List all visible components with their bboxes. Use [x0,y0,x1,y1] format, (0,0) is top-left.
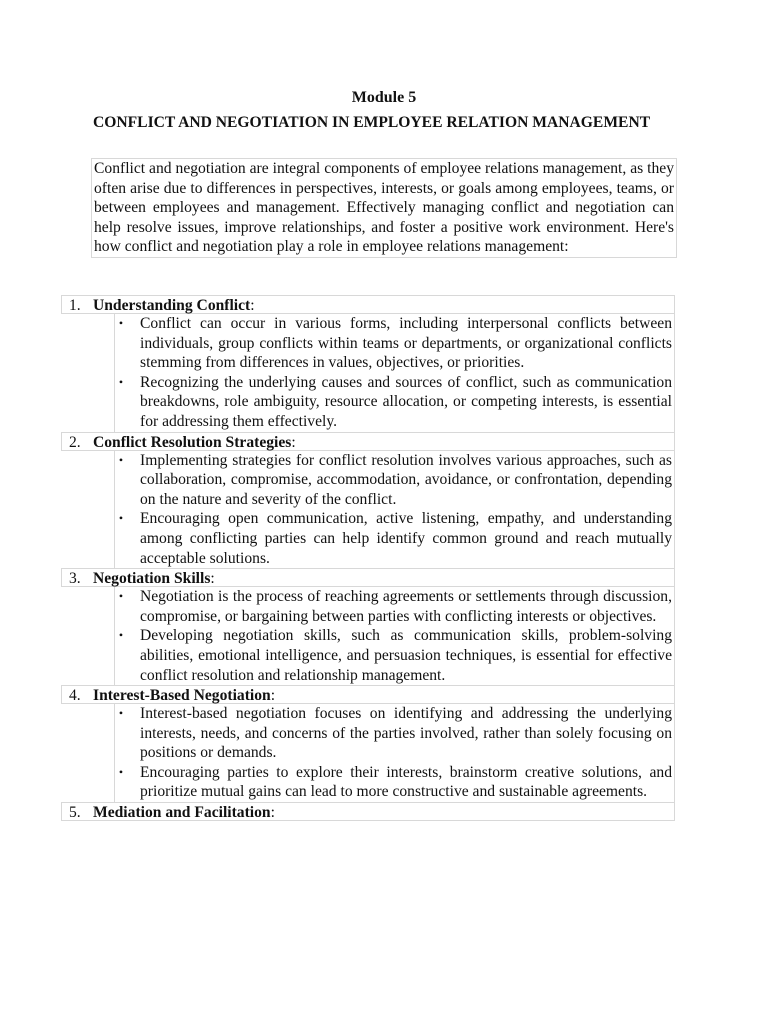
bullet-item [115,704,674,763]
sections-list [61,295,675,821]
bullet-text: Developing negotiation skills, such as communication skills, problem-solving abilities, emotional intelligence, and persuasion techniques, is essential for effective conflict resolution and relationship management. [140,627,672,684]
module-title: Module 5 [351,89,417,106]
bullet-icon: • [118,316,124,330]
intro-paragraph: Conflict and negotiation are integral components of employee relations management, as they often arise due to differences in perspectives, interests, or goals among employees, teams, or between employees and management. Effectively managing conflict and negotiation can help resolve issues, improve relationships, and foster a positive work environment. Here's how conflict and negotiation play a role in employee relations management: [91,158,677,258]
section-number: 3. [69,570,81,588]
bullet-item [115,451,674,510]
document-heading: CONFLICT AND NEGOTIATION IN EMPLOYEE RELATION MANAGEMENT [93,114,651,131]
section-number: 5. [69,804,81,822]
section-title: Understanding Conflict [93,297,251,314]
bullet-icon: • [118,589,124,604]
section-title: Negotiation Skills [93,570,211,588]
section-title-wrapper [93,296,255,315]
section-title: Mediation and Facilitation [93,804,271,822]
section-conflict-resolution-strategies [61,432,675,569]
bullet-item [115,373,674,432]
section-number: 2. [69,433,81,451]
section-title-suffix: : [291,433,296,451]
section-negotiation-skills [61,568,675,685]
bullet-text: Encouraging parties to explore their interests, brainstorm creative solutions, and prioritize mutual gains can lead to more constructive and sustainable agreements. [140,763,672,801]
section-number: 1. [69,297,81,314]
bullet-item [115,626,674,685]
bullet-list [114,314,675,432]
section-title-suffix: : [210,570,215,588]
bullet-icon: • [118,706,124,721]
section-title-suffix: : [250,297,255,314]
section-header [61,568,675,587]
bullet-list [114,587,675,685]
section-header [61,295,675,314]
bullet-icon: • [118,374,124,389]
bullet-item [115,314,674,373]
bullet-item [115,509,674,568]
section-title-wrapper [93,686,275,705]
bullet-text: Conflict can occur in various forms, including interpersonal conflicts between individuals, group conflicts within teams or departments, or organizational conflicts stemming from differences in values, objectives, or priorities. [140,315,672,372]
bullet-text: Negotiation is the process of reaching agreements or settlements through discussion, compromise, or bargaining between parties with conflicting interests or objectives. [140,588,672,625]
section-title-wrapper [93,569,215,588]
section-title-suffix: : [270,687,276,705]
bullet-list [114,704,675,802]
bullet-text: Interest-based negotiation focuses on identifying and addressing the underlying interests, needs, and concerns of the parties involved, rather than solely focusing on positions or demands. [140,705,672,762]
bullet-list [114,451,675,569]
bullet-icon: • [118,628,124,643]
section-header [61,802,675,821]
section-title-wrapper [93,433,296,452]
section-header [61,432,675,451]
bullet-item [115,763,674,802]
section-header [61,685,675,704]
bullet-icon: • [118,764,124,779]
section-interest-based-negotiation [61,685,675,802]
bullet-text: Encouraging open communication, active listening, empathy, and understanding among conflicting parties can help identify common ground and reach mutually acceptable solutions. [140,510,672,567]
section-mediation-and-facilitation [61,802,675,821]
section-title: Conflict Resolution Strategies [93,433,292,451]
bullet-icon: • [118,511,124,526]
bullet-text: Implementing strategies for conflict resolution involves various approaches, such as collaboration, compromise, accommodation, avoidance, or confrontation, depending on the nature and severity of the conflict. [140,451,672,508]
section-title: Interest-Based Negotiation [93,687,271,705]
bullet-text: Recognizing the underlying causes and sources of conflict, such as communication breakdowns, role ambiguity, resource allocation, or competing interests, is essential for addressing them effectively. [140,373,672,430]
section-understanding-conflict [61,295,675,432]
section-title-suffix: : [270,804,275,822]
bullet-item [115,587,674,626]
bullet-icon: • [118,452,124,467]
section-number: 4. [69,687,81,705]
section-title-wrapper [93,803,275,822]
